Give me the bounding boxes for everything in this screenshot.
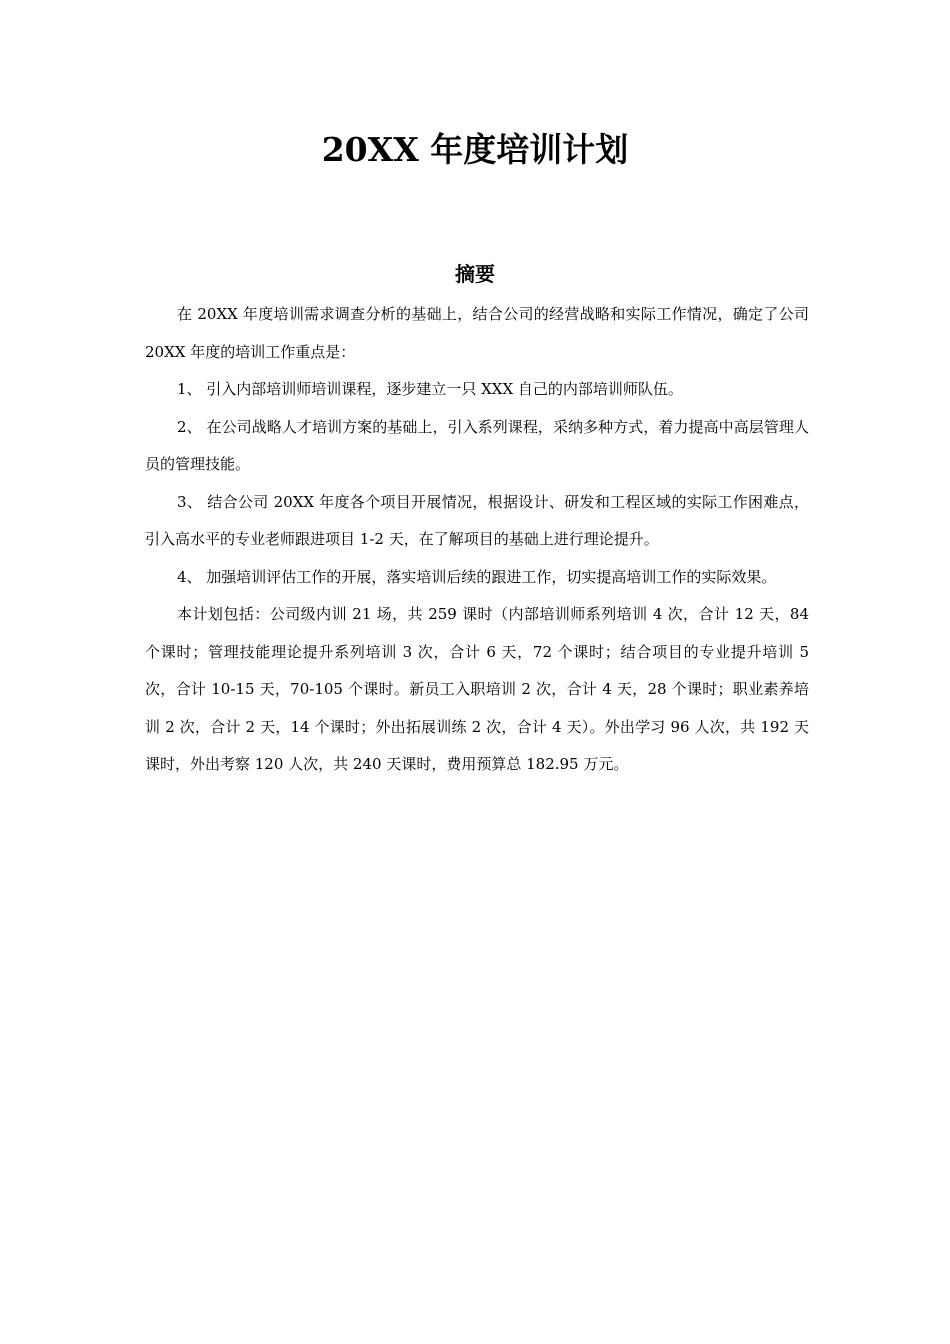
paragraph-intro: 在 20XX 年度培训需求调查分析的基础上，结合公司的经营战略和实际工作情况，确定了公司 20XX 年度的培训工作重点是： [145, 305, 809, 361]
paragraph-plan-summary: 本计划包括：公司级内训 21 场，共 259 课时（内部培训师系列培训 4 次，合计 12 天，84 个课时；管理技能理论提升系列培训 3 次，合计 6 天，72 个课时；结合项目的专业提升培训 5 次，合计 10-15 天，70-105 个课时。新员工入职培训 2 次，合计 4 天，28 个课时；职业素养培训 2 次，合计 2 天，14 个课时；外出拓展训练 2 次，合计 4 天）。外出学习 96 人次，共 192 天课时，外出考察 120 人次，共 240 天课时，费用预算总 182.95 万元。 [145, 605, 809, 773]
paragraph-item-2: 2、 在公司战略人才培训方案的基础上，引入系列课程，采纳多种方式，着力提高中高层管理人员的管理技能。 [145, 417, 809, 473]
paragraph-item-1: 1、 引入内部培训师培训课程，逐步建立一只 XXX 自己的内部培训师队伍。 [177, 380, 683, 398]
summary-body [145, 296, 809, 784]
section-heading-summary: 摘要 [455, 262, 495, 286]
paragraph-item-4: 4、 加强培训评估工作的开展，落实培训后续的跟进工作，切实提高培训工作的实际效果。 [177, 567, 777, 586]
paragraph-item-3: 3、 结合公司 20XX 年度各个项目开展情况，根据设计、研发和工程区域的实际工作困难点，引入高水平的专业老师跟进项目 1-2 天，在了解项目的基础上进行理论提升。 [145, 492, 809, 548]
document-title: 20XX 年度培训计划 [321, 130, 629, 169]
